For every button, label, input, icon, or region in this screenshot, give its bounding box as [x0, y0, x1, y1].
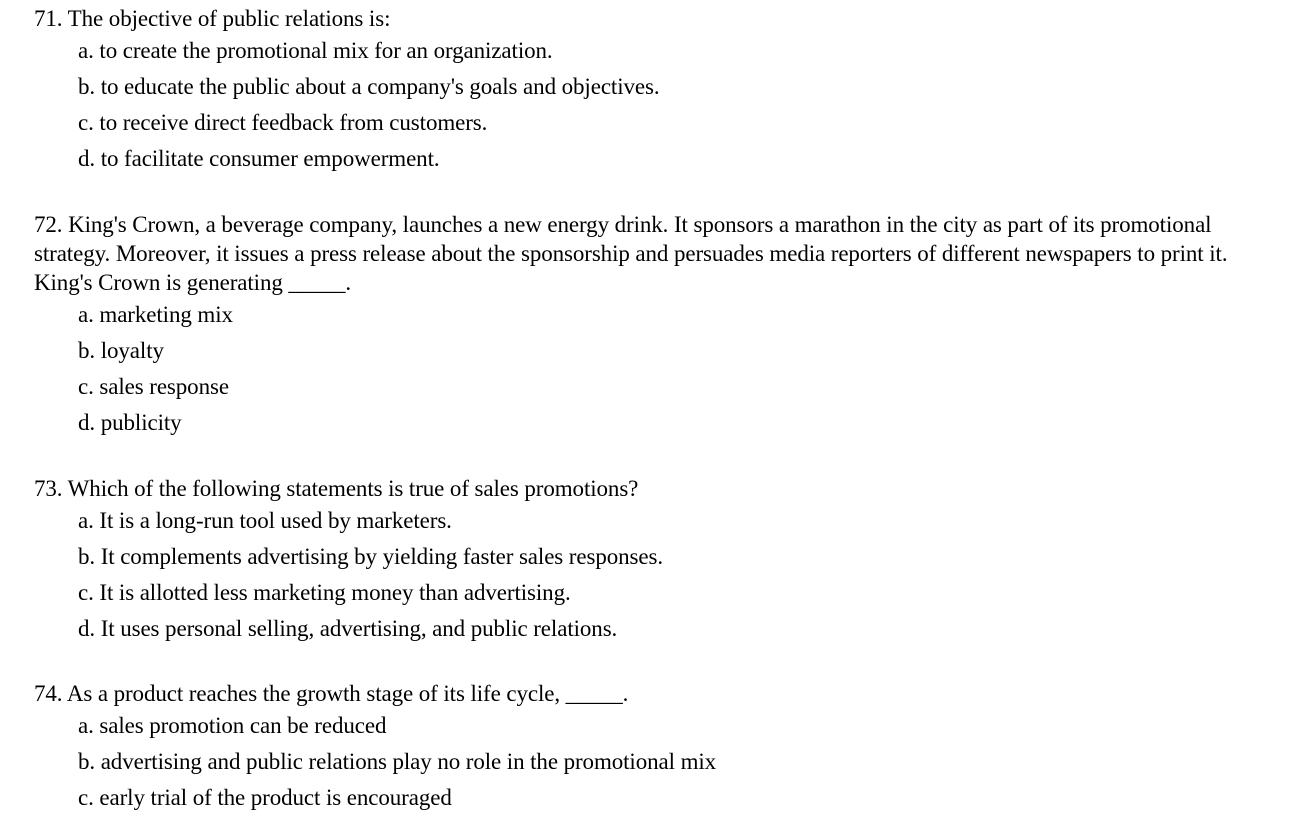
- option-a: a. to create the promotional mix for an organization.: [78, 38, 553, 63]
- option-a: a. marketing mix: [78, 302, 233, 327]
- option-b: b. to educate the public about a company's goals and objectives.: [78, 74, 660, 99]
- question-text: 72. King's Crown, a beverage company, launches a new energy drink. It sponsors a marathon in the city as part of its promotional strategy. Moreover, it issues a press release about the sponsorship and persuades media reporters of different newspapers to print it. King's Crown is generating _____.: [34, 212, 1228, 295]
- options-list: [34, 503, 1284, 647]
- option-c: c. sales response: [78, 374, 229, 399]
- option-a: a. It is a long-run tool used by marketers.: [78, 508, 452, 533]
- question-74: [34, 679, 1284, 816]
- option-c: c. It is allotted less marketing money than advertising.: [78, 580, 571, 605]
- options-list: [34, 33, 1284, 177]
- option-d: d. publicity: [78, 410, 182, 435]
- option-b: b. advertising and public relations play no role in the promotional mix: [78, 749, 717, 774]
- options-list: [34, 708, 1284, 816]
- question-text: 73. Which of the following statements is true of sales promotions?: [34, 476, 639, 501]
- option-c: c. to receive direct feedback from customers.: [78, 110, 488, 135]
- options-list: [34, 297, 1284, 441]
- question-72: [34, 210, 1284, 441]
- option-c: c. early trial of the product is encouraged: [78, 785, 452, 810]
- option-a: a. sales promotion can be reduced: [78, 713, 387, 738]
- question-text: 74. As a product reaches the growth stage of its life cycle, _____.: [34, 681, 629, 706]
- option-d: d. to facilitate consumer empowerment.: [78, 146, 440, 171]
- option-b: b. loyalty: [78, 338, 164, 363]
- option-d: d. It uses personal selling, advertising, and public relations.: [78, 616, 618, 641]
- option-b: b. It complements advertising by yielding faster sales responses.: [78, 544, 663, 569]
- question-71: [34, 4, 1284, 177]
- question-73: [34, 474, 1284, 647]
- question-text: 71. The objective of public relations is:: [34, 6, 391, 31]
